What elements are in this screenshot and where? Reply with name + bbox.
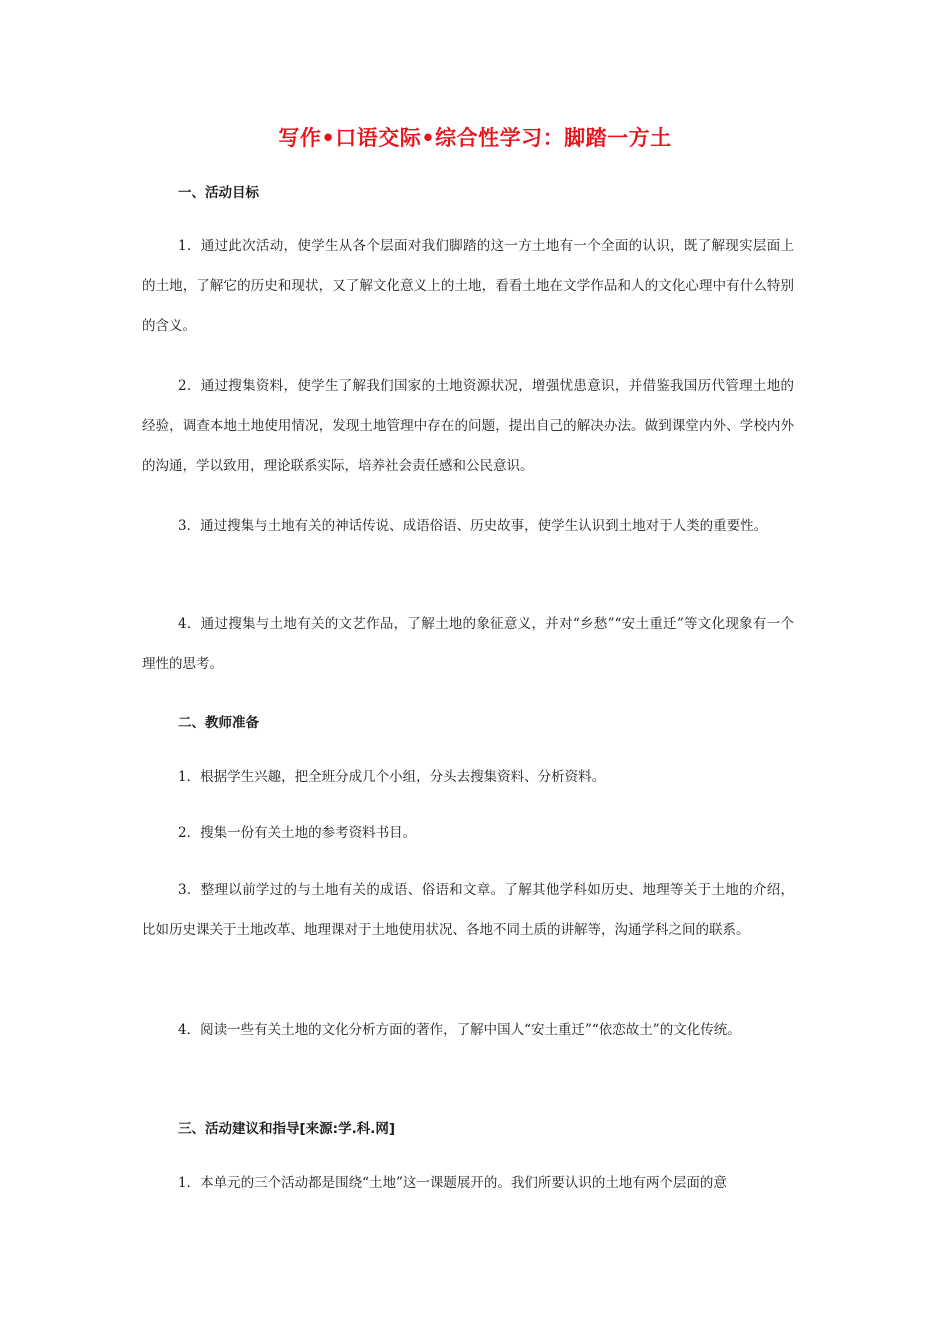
paragraph: 4．阅读一些有关土地的文化分析方面的著作，了解中国人“安土重迁”“依恋故土”的文化传统。 <box>178 1022 741 1038</box>
paragraph: 1．本单元的三个活动都是围绕“土地”这一课题展开的。我们所要认识的土地有两个层面的意 <box>178 1175 727 1191</box>
document-title: 写作•口语交际•综合性学习：脚踏一方土 <box>278 126 672 150</box>
section-heading: 一、活动目标 <box>178 185 259 201</box>
paragraph: 1．根据学生兴趣，把全班分成几个小组，分头去搜集资料、分析资料。 <box>178 769 606 785</box>
paragraph: 2．搜集一份有关土地的参考资料书目。 <box>178 825 417 841</box>
paragraph: 4．通过搜集与土地有关的文艺作品，了解土地的象征意义，并对“乡愁”“安土重迁”等文化现象有一个理性的思考。 <box>142 616 794 672</box>
paragraph: 1．通过此次活动，使学生从各个层面对我们脚踏的这一方土地有一个全面的认识，既了解现实层面上的土地，了解它的历史和现状，又了解文化意义上的土地，看看土地在文学作品和人的文化心理中有什么特别的含义。 <box>142 238 794 334</box>
paragraph: 3．整理以前学过的与土地有关的成语、俗语和文章。了解其他学科如历史、地理等关于土地的介绍，比如历史课关于土地改革、地理课对于土地使用状况、各地不同土质的讲解等，沟通学科之间的联系。 <box>142 882 794 938</box>
section-heading: 二、教师准备 <box>178 715 259 731</box>
paragraph: 2．通过搜集资料，使学生了解我们国家的土地资源状况，增强忧患意识，并借鉴我国历代管理土地的经验，调查本地土地使用情况，发现土地管理中存在的问题，提出自己的解决办法。做到课堂内外、学校内外的沟通，学以致用，理论联系实际，培养社会责任感和公民意识。 <box>142 378 794 474</box>
section-heading: 三、活动建议和指导[来源:学.科.网] <box>178 1121 395 1137</box>
paragraph: 3．通过搜集与土地有关的神话传说、成语俗语、历史故事，使学生认识到土地对于人类的重要性。 <box>178 518 768 534</box>
